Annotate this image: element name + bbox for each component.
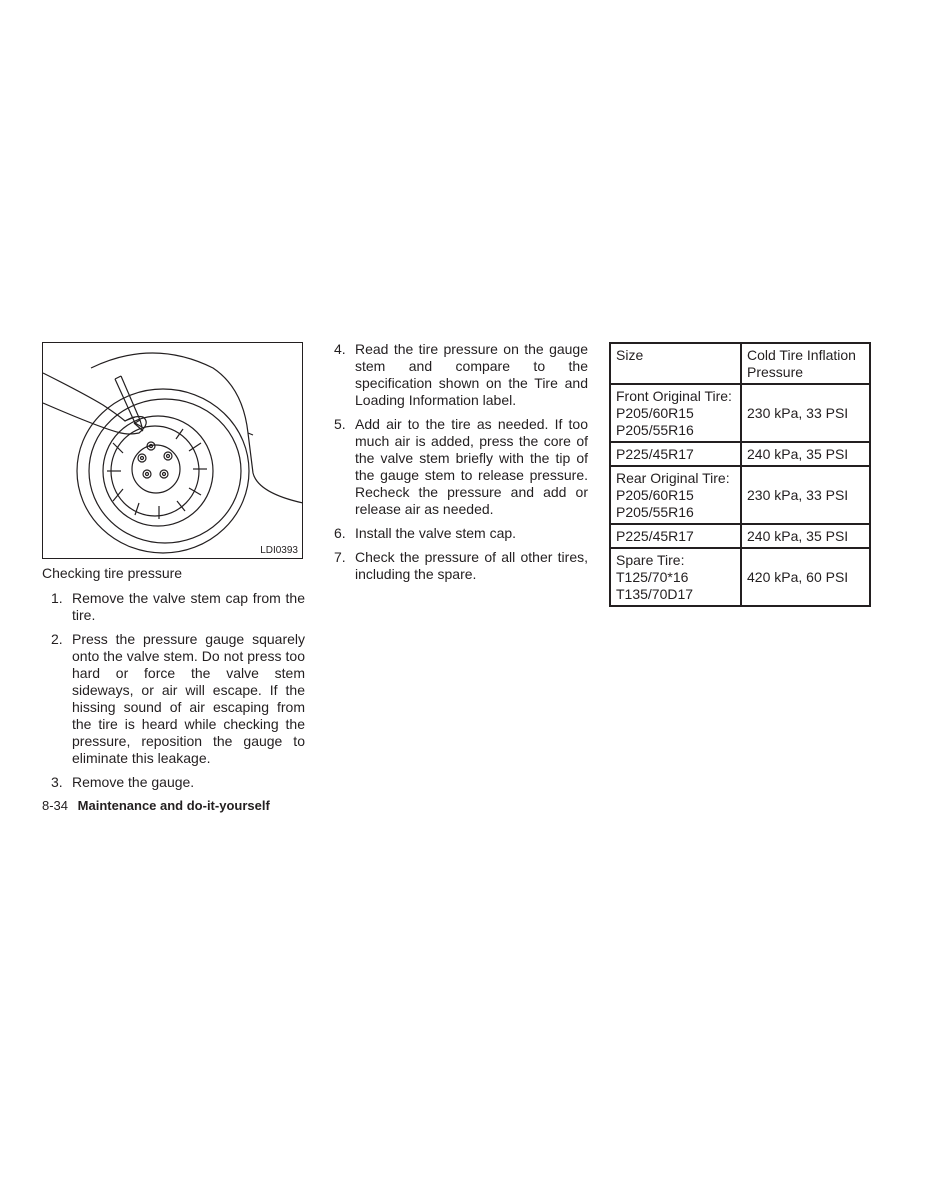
tire-gauge-illustration bbox=[43, 343, 303, 559]
pressure-cell: 240 kPa, 35 PSI bbox=[741, 524, 870, 548]
pressure-cell: 240 kPa, 35 PSI bbox=[741, 442, 870, 466]
size-line: Front Original Tire: bbox=[616, 388, 732, 404]
steps-list-middle bbox=[334, 341, 588, 590]
size-cell bbox=[610, 442, 741, 466]
step-text: Press the pressure gauge squarely onto the valve stem. Do not press too hard or force the valve stem sideways, or air will escape. If the hissing sound of air escaping from the tire is heard while checking the pressure, reposition the gauge to eliminate this leakage. bbox=[72, 631, 305, 766]
size-line: P205/55R16 bbox=[616, 504, 694, 520]
list-item bbox=[51, 590, 305, 624]
list-item bbox=[51, 774, 305, 791]
size-cell bbox=[610, 466, 741, 524]
size-line: P205/55R16 bbox=[616, 422, 694, 438]
page-footer bbox=[42, 798, 270, 813]
table-row bbox=[610, 384, 870, 442]
list-item bbox=[51, 631, 305, 767]
step-text: Install the valve stem cap. bbox=[355, 525, 517, 541]
pressure-cell: 230 kPa, 33 PSI bbox=[741, 466, 870, 524]
figure-code: LDI0393 bbox=[260, 545, 298, 556]
size-line: T125/70*16 bbox=[616, 569, 689, 585]
section-title: Maintenance and do-it-yourself bbox=[77, 798, 270, 813]
figure-caption: Checking tire pressure bbox=[42, 565, 183, 581]
table-header-row bbox=[610, 343, 870, 384]
header-size: Size bbox=[610, 343, 741, 384]
header-pressure: Cold Tire Inflation Pressure bbox=[741, 343, 870, 384]
table-row bbox=[610, 524, 870, 548]
pressure-cell: 230 kPa, 33 PSI bbox=[741, 384, 870, 442]
size-cell bbox=[610, 548, 741, 606]
list-item bbox=[334, 416, 588, 518]
pressure-cell: 420 kPa, 60 PSI bbox=[741, 548, 870, 606]
table-row bbox=[610, 548, 870, 606]
size-cell bbox=[610, 384, 741, 442]
table-row bbox=[610, 442, 870, 466]
step-number: 6. bbox=[334, 525, 346, 541]
step-number: 2. bbox=[51, 631, 63, 647]
step-text: Add air to the tire as needed. If too much air is added, press the core of the valve stem briefly with the tip of the gauge stem to release pressure. Recheck the pressure and add or release air as needed. bbox=[355, 416, 588, 517]
size-line: P225/45R17 bbox=[616, 528, 694, 544]
step-text: Read the tire pressure on the gauge stem and compare to the specification shown on the Tire and Loading Information label. bbox=[355, 341, 588, 408]
size-line: P205/60R15 bbox=[616, 405, 694, 421]
step-number: 3. bbox=[51, 774, 63, 790]
step-text: Check the pressure of all other tires, including the spare. bbox=[355, 549, 588, 582]
table-row bbox=[610, 466, 870, 524]
size-line: Spare Tire: bbox=[616, 552, 685, 568]
tire-pressure-figure bbox=[42, 342, 303, 559]
steps-list-left bbox=[51, 590, 305, 798]
step-number: 1. bbox=[51, 590, 63, 606]
list-item bbox=[334, 549, 588, 583]
step-number: 4. bbox=[334, 341, 346, 357]
size-line: T135/70D17 bbox=[616, 586, 694, 602]
size-cell bbox=[610, 524, 741, 548]
list-item bbox=[334, 525, 588, 542]
size-line: P205/60R15 bbox=[616, 487, 694, 503]
step-number: 5. bbox=[334, 416, 346, 432]
page-number: 8-34 bbox=[42, 798, 69, 813]
step-text: Remove the gauge. bbox=[72, 774, 195, 790]
step-text: Remove the valve stem cap from the tire. bbox=[72, 590, 305, 623]
size-line: P225/45R17 bbox=[616, 446, 694, 462]
size-line: Rear Original Tire: bbox=[616, 470, 730, 486]
tire-pressure-table bbox=[609, 342, 871, 607]
step-number: 7. bbox=[334, 549, 346, 565]
list-item bbox=[334, 341, 588, 409]
